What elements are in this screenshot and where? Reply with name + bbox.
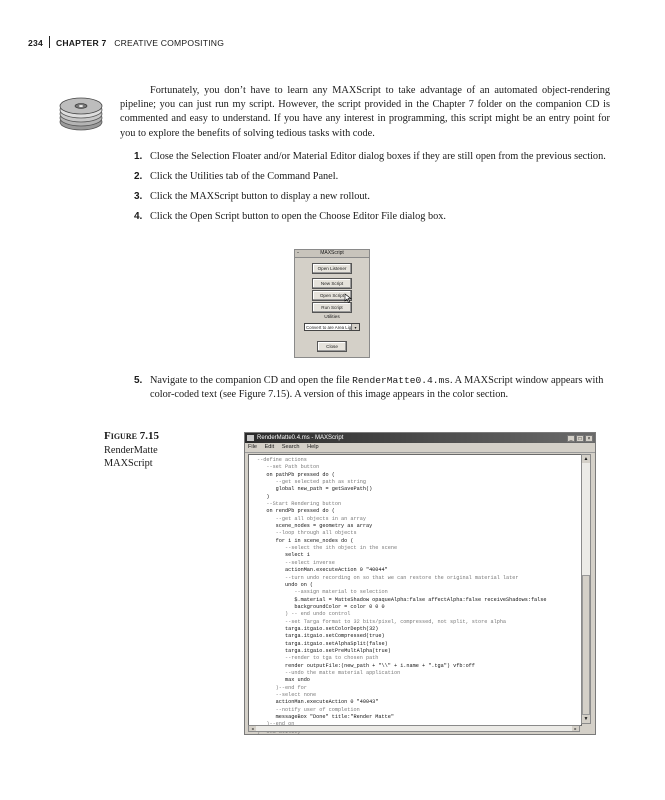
step-number: 4. [134,211,143,222]
utilities-dropdown-value: Convert to are Area Lig [306,325,352,330]
step-text: Click the Open Script button to open the Choose Editor File dialog box. [150,211,447,222]
code-editor[interactable] [248,454,582,726]
intro-paragraph: Fortunately, you don’t have to learn any MAXScript to take advantage of an automated object-rendering pipeline; you can just run my script. However, the script provided in the Chapter 7 folder on the companion CD is commented and easy to understand. If you have any interest in programming, this script might be an entry point for you to explore the benefits of solving tedious tasks with code. [120,85,610,139]
code-line: ) -- end undo control [257,611,351,618]
maxscript-editor-window [244,432,596,735]
scroll-down-icon[interactable]: ▼ [583,716,589,722]
run-script-button[interactable]: Run Script [312,302,352,313]
menu-help[interactable]: Help [307,444,319,450]
code-line: targa.itgaio.setAlphaSplit(false) [257,640,388,647]
scroll-right-icon[interactable]: ▸ [572,726,579,731]
code-line: scene_nodes = geometry as array [257,523,373,530]
mouse-pointer-icon [345,294,352,303]
window-title: RenderMatte0.4.ms - MAXScript [257,435,344,441]
close-button[interactable]: Close [317,341,347,352]
code-line: --set Path button [257,464,320,471]
list-item [134,374,610,402]
code-line: ) [257,493,270,500]
step-text-pre: Navigate to the companion CD and open the file [150,375,353,386]
code-line: targa.itgaio.setCompressed(true) [257,633,385,640]
scroll-thumb[interactable] [582,575,590,715]
maximize-icon[interactable]: □ [576,435,584,442]
code-line: --render to tga to chosen path [257,655,379,662]
code-line: --get selected path as string [257,479,366,486]
code-line: --define actions [257,457,307,463]
step-text-post: . A MAXScript window appears with color-coded text (see Figure 7.15). A version of this image appears in the color section. [150,375,604,400]
steps-list-continued [134,374,610,408]
running-head [28,36,224,48]
code-line: --set Targa format to 32 bits/pixel, compressed, not split, store alpha [257,618,507,625]
figure-label: Figure 7.15 [104,430,159,442]
code-line: global new_path = getSavePath() [257,486,373,493]
step-text: Click the MAXScript button to display a new rollout. [150,191,370,202]
menu-search[interactable]: Search [281,444,300,450]
step-number: 2. [134,171,143,182]
code-line: --get all objects in an array [257,515,366,522]
vertical-scrollbar[interactable] [581,454,591,724]
menu-edit[interactable]: Edit [264,444,275,450]
steps-list [134,150,610,230]
code-line: targa.itgaio.setColorDepth(32) [257,625,379,632]
code-line: undo on ( [257,581,314,588]
code-line: on pathPb pressed do ( [257,471,335,478]
utilities-dropdown[interactable] [304,323,360,331]
rollout-title: MAXScript [320,250,344,256]
code-line: messageBox "Done" title:"Render Matte" [257,714,394,721]
list-item [134,210,610,224]
file-name: RenderMatte0.4.ms [352,375,451,386]
code-line: --assign material to selection [257,589,388,596]
step-number: 1. [134,151,143,162]
step-text: Close the Selection Floater and/or Material Editor dialog boxes if they are still open from the previous section. [150,151,606,162]
rollout-header[interactable] [295,250,369,258]
code-line: max undo [257,677,310,684]
list-item [134,150,610,164]
step-number: 3. [134,191,143,202]
list-item [134,190,610,204]
close-icon[interactable]: × [585,435,593,442]
figure-caption-line1: RenderMatte [104,444,158,456]
cd-stack-icon [58,92,104,132]
maxscript-rollout [294,249,370,358]
page-number: 234 [28,38,43,48]
intro-section [120,84,610,141]
code-text [249,455,581,736]
figure-caption-line2: MAXScript [104,458,153,469]
code-line: for i in scene_nodes do ( [257,537,354,544]
code-line: --loop through all objects [257,530,357,537]
menu-bar [245,443,595,453]
code-line: --Start Rendering button [257,501,342,508]
collapse-icon[interactable]: - [297,250,299,256]
code-line: on rendPb pressed do ( [257,508,335,515]
code-line: --turn undo recording on so that we can restore the original material later [257,574,519,581]
running-head-divider [49,36,50,48]
code-line: --select inverse [257,559,335,566]
app-icon [247,435,254,441]
new-script-button[interactable]: New Script [312,278,352,289]
open-script-button[interactable]: Open Script [312,290,352,301]
code-line: backgroundColor = color 0 0 0 [257,603,385,610]
step-number: 5. [134,375,143,386]
code-line: targa.itgaio.setPreMultAlpha(true) [257,647,391,654]
code-line: actionMan.executeAction 0 "40043" [257,699,379,706]
code-line: --notify user of completion [257,706,360,713]
window-titlebar[interactable] [245,433,595,443]
code-line: --undo the matte material application [257,669,401,676]
step-text: Click the Utilities tab of the Command Panel. [150,171,339,182]
horizontal-scrollbar[interactable] [248,725,580,732]
code-line: --select none [257,692,317,698]
figure-caption [104,430,159,471]
chevron-down-icon[interactable]: ▾ [351,324,359,330]
code-line: render outputFile:(new_path + "\\" + i.name + ".tga") vfb:off [257,662,475,669]
code-line: )--end for [257,684,307,691]
window-controls [566,434,593,444]
utilities-label: Utilities [324,315,340,320]
chapter-title: CREATIVE COMPOSITING [114,38,225,48]
scroll-left-icon[interactable]: ◂ [249,726,256,731]
scroll-up-icon[interactable]: ▲ [583,456,589,462]
chapter-label: CHAPTER 7 [55,38,107,48]
code-line: actionMan.executeAction 0 "40044" [257,567,388,574]
list-item [134,170,610,184]
open-listener-button[interactable]: Open Listener [312,263,352,274]
code-line: --select the ith object in the scene [257,545,398,552]
code-line: select i [257,552,310,559]
code-line: $.material = MatteShadow opaqueAlpha:false affectAlpha:false receiveShadows:false [257,596,547,603]
menu-file[interactable]: File [248,444,258,450]
minimize-icon[interactable]: _ [567,435,575,442]
